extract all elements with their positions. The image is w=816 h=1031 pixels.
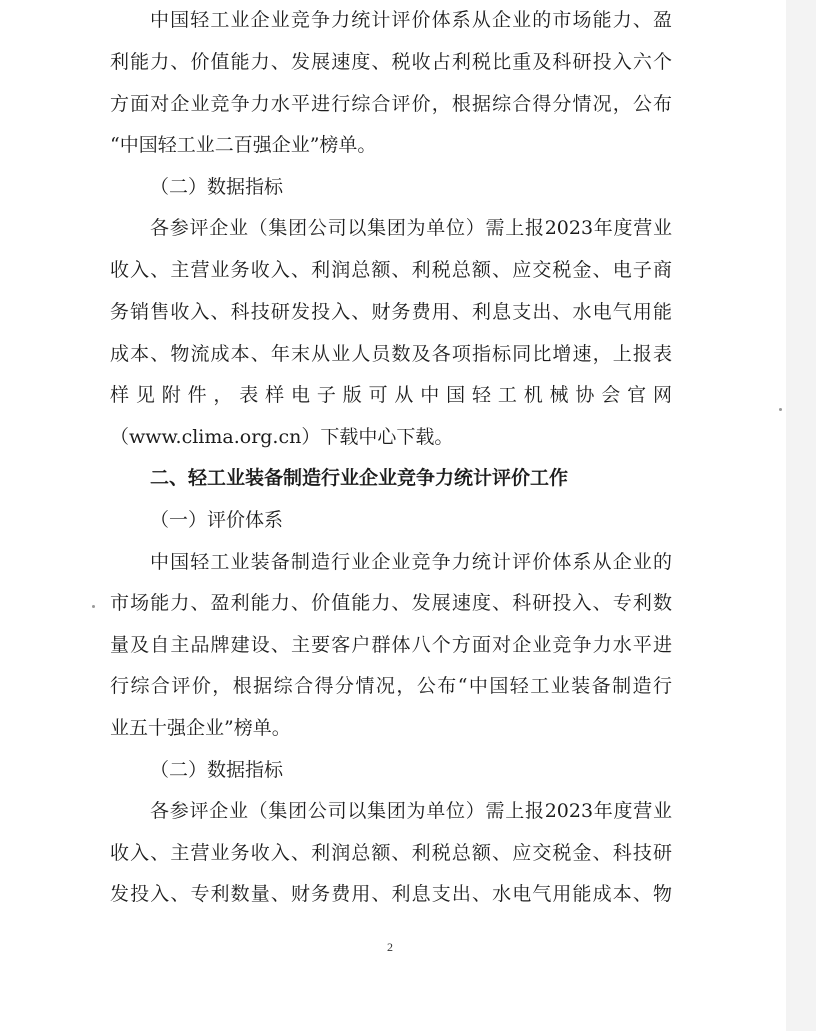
subheading-data-indicators-2: （二）数据指标	[150, 759, 284, 781]
body-line-18: 业五十强企业”榜单。	[110, 717, 291, 739]
body-line-4: “中国轻工业二百强企业”榜单。	[110, 134, 377, 156]
body-line-1: 中国轻工业企业竞争力统计评价体系从企业的市场能力、盈	[150, 9, 672, 31]
body-line-17: 行综合评价，根据综合得分情况，公布“中国轻工业装备制造行	[110, 675, 672, 697]
body-line-8: 务销售收入、科技研发投入、财务费用、利息支出、水电气用能	[110, 301, 672, 323]
page-number: 2	[387, 940, 393, 954]
section-heading-2: 二、轻工业装备制造行业企业竞争力统计评价工作	[150, 467, 569, 489]
subheading-evaluation-system: （一）评价体系	[150, 509, 284, 531]
body-line-9: 成本、物流成本、年末从业人员数及各项指标同比增速，上报表	[110, 343, 672, 365]
scan-speck	[92, 605, 95, 608]
scan-margin	[786, 0, 816, 1031]
body-line-10: 样见附件，表样电子版可从中国轻工机械协会官网	[110, 384, 672, 406]
body-line-22: 发投入、专利数量、财务费用、利息支出、水电气用能成本、物	[110, 883, 672, 905]
scan-speck	[779, 408, 782, 411]
body-line-3: 方面对企业竞争力水平进行综合评价，根据综合得分情况，公布	[110, 93, 672, 115]
body-line-7: 收入、主营业务收入、利润总额、利税总额、应交税金、电子商	[110, 259, 672, 281]
body-line-2: 利能力、价值能力、发展速度、税收占利税比重及科研投入六个	[110, 51, 672, 73]
body-line-11: （www.clima.org.cn）下载中心下载。	[110, 426, 454, 448]
body-line-6: 各参评企业（集团公司以集团为单位）需上报2023年度营业	[150, 217, 672, 239]
body-line-16: 量及自主品牌建设、主要客户群体八个方面对企业竞争力水平进	[110, 634, 672, 656]
subheading-data-indicators-1: （二）数据指标	[150, 176, 284, 198]
body-line-15: 市场能力、盈利能力、价值能力、发展速度、科研投入、专利数	[110, 592, 672, 614]
body-line-21: 收入、主营业务收入、利润总额、利税总额、应交税金、科技研	[110, 842, 672, 864]
body-line-14: 中国轻工业装备制造行业企业竞争力统计评价体系从企业的	[150, 551, 672, 573]
body-line-20: 各参评企业（集团公司以集团为单位）需上报2023年度营业	[150, 800, 672, 822]
